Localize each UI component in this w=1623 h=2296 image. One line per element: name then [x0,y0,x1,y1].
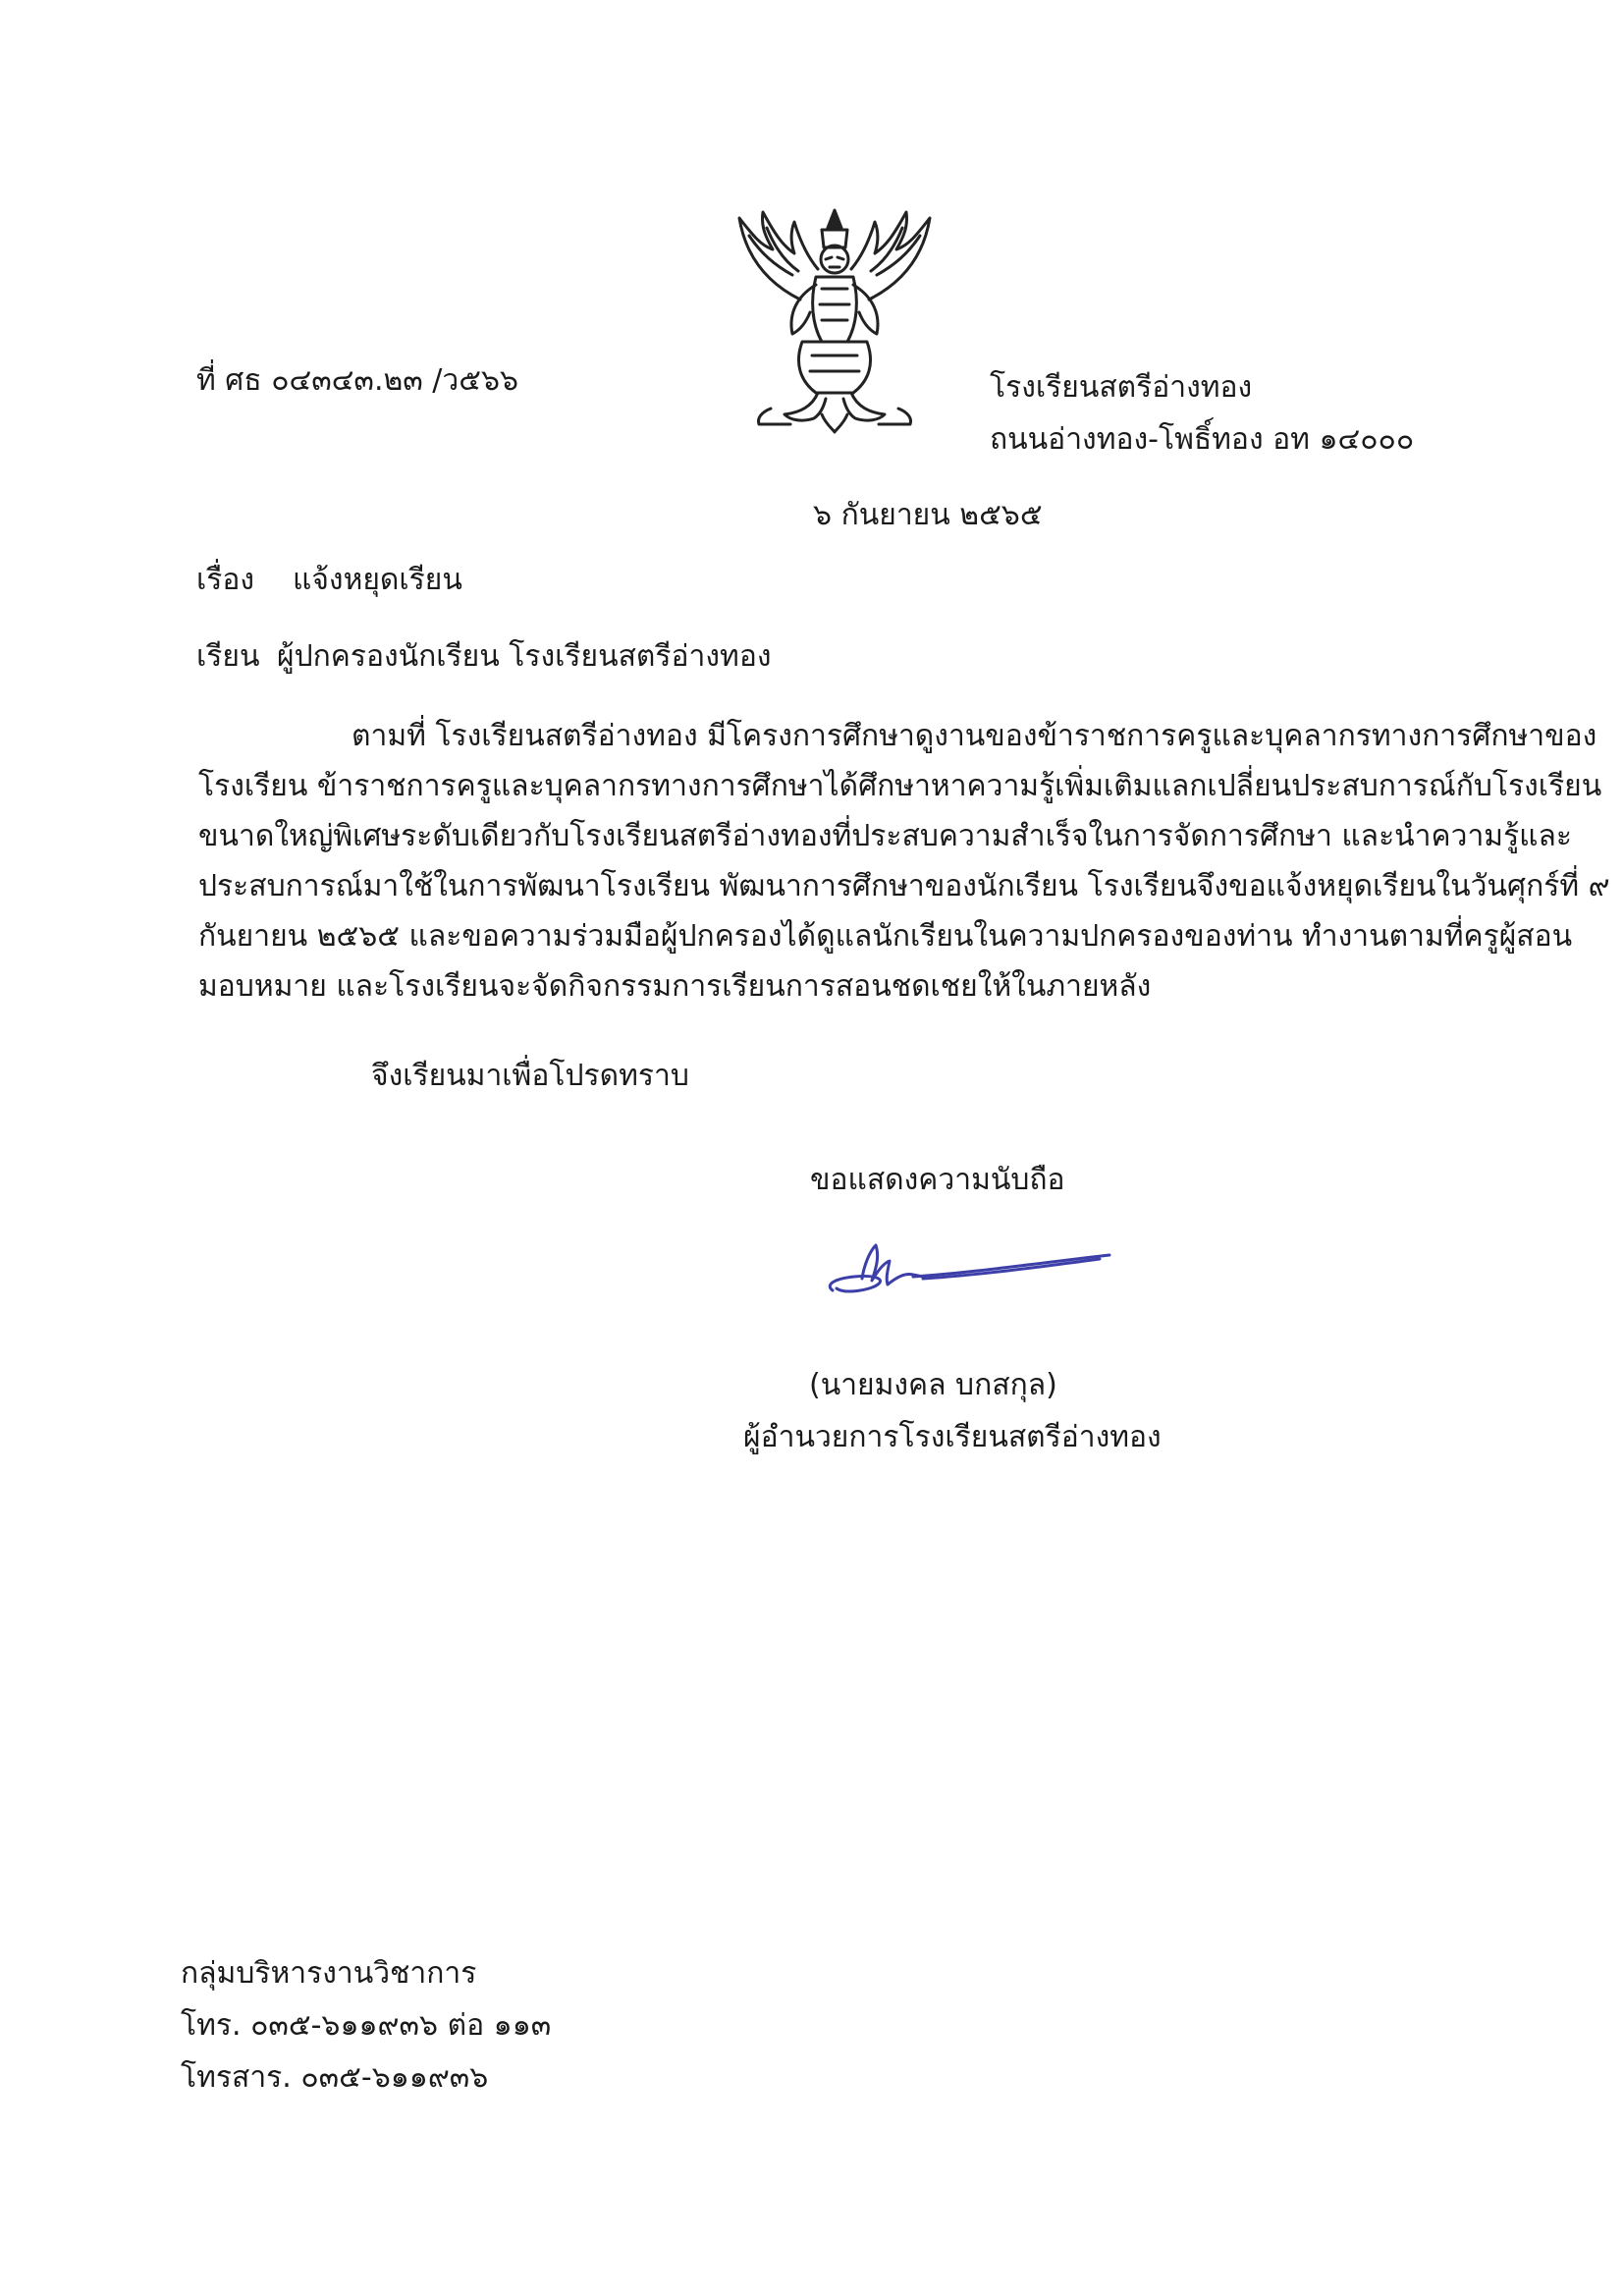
footer-phone: โทร. ๐๓๕-๖๑๑๙๓๖ ต่อ ๑๑๓ [181,2008,552,2043]
closing-line: จึงเรียนมาเพื่อโปรดทราบ [371,1059,689,1093]
body-line: ขนาดใหญ่พิเศษระดับเดียวกับโรงเรียนสตรีอ่างทองที่ประสบความสำเร็จในการจัดการศึกษา และนำความรู้และ [198,819,1573,853]
addressee-value: ผู้ปกครองนักเรียน โรงเรียนสตรีอ่างทอง [277,639,772,674]
garuda-emblem-icon [731,206,938,434]
signer-name: (นายมงคล บกสกุล) [809,1368,1057,1402]
subject-value: แจ้งหยุดเรียน [293,563,462,597]
subject-label: เรื่อง [196,563,255,597]
body-line: กันยายน ๒๕๖๕ และขอความร่วมมือผู้ปกครองได้ดูแลนักเรียนในความปกครองของท่าน ทำงานตามที่ครูผู้สอน [198,919,1573,954]
body-line: โรงเรียน ข้าราชการครูและบุคลากรทางการศึกษาได้ศึกษาหาความรู้เพิ่มเติมแลกเปลี่ยนประสบการณ์กับโรงเรียน [198,769,1602,803]
body-line: มอบหมาย และโรงเรียนจะจัดกิจกรรมการเรียนการสอนชดเชยให้ในภายหลัง [198,969,1152,1004]
body-line: ตามที่ โรงเรียนสตรีอ่างทอง มีโครงการศึกษาดูงานของข้าราชการครูและบุคลากรทางการศึกษาของ [352,719,1597,753]
document-date: ๖ กันยายน ๒๕๖๕ [813,498,1043,532]
body-line: ประสบการณ์มาใช้ในการพัฒนาโรงเรียน พัฒนาการศึกษาของนักเรียน โรงเรียนจึงขอแจ้งหยุดเรียนในวันศุกร์ที่ ๙ [198,869,1610,903]
regards-text: ขอแสดงความนับถือ [810,1163,1065,1197]
handwritten-signature-icon [815,1239,1119,1308]
school-name: โรงเรียนสตรีอ่างทอง [990,370,1253,405]
reference-number: ที่ ศธ ๐๔๓๔๓.๒๓ /ว๕๖๖ [196,363,519,398]
addressee-label: เรียน [196,639,260,674]
body-paragraph [198,711,1610,1011]
signer-position: ผู้อำนวยการโรงเรียนสตรีอ่างทอง [743,1420,1162,1454]
footer-department: กลุ่มบริหารงานวิชาการ [181,1956,477,1991]
school-address: ถนนอ่างทอง-โพธิ์ทอง อท ๑๔๐๐๐ [990,422,1415,457]
footer-fax: โทรสาร. ๐๓๕-๖๑๑๙๓๖ [181,2060,489,2095]
